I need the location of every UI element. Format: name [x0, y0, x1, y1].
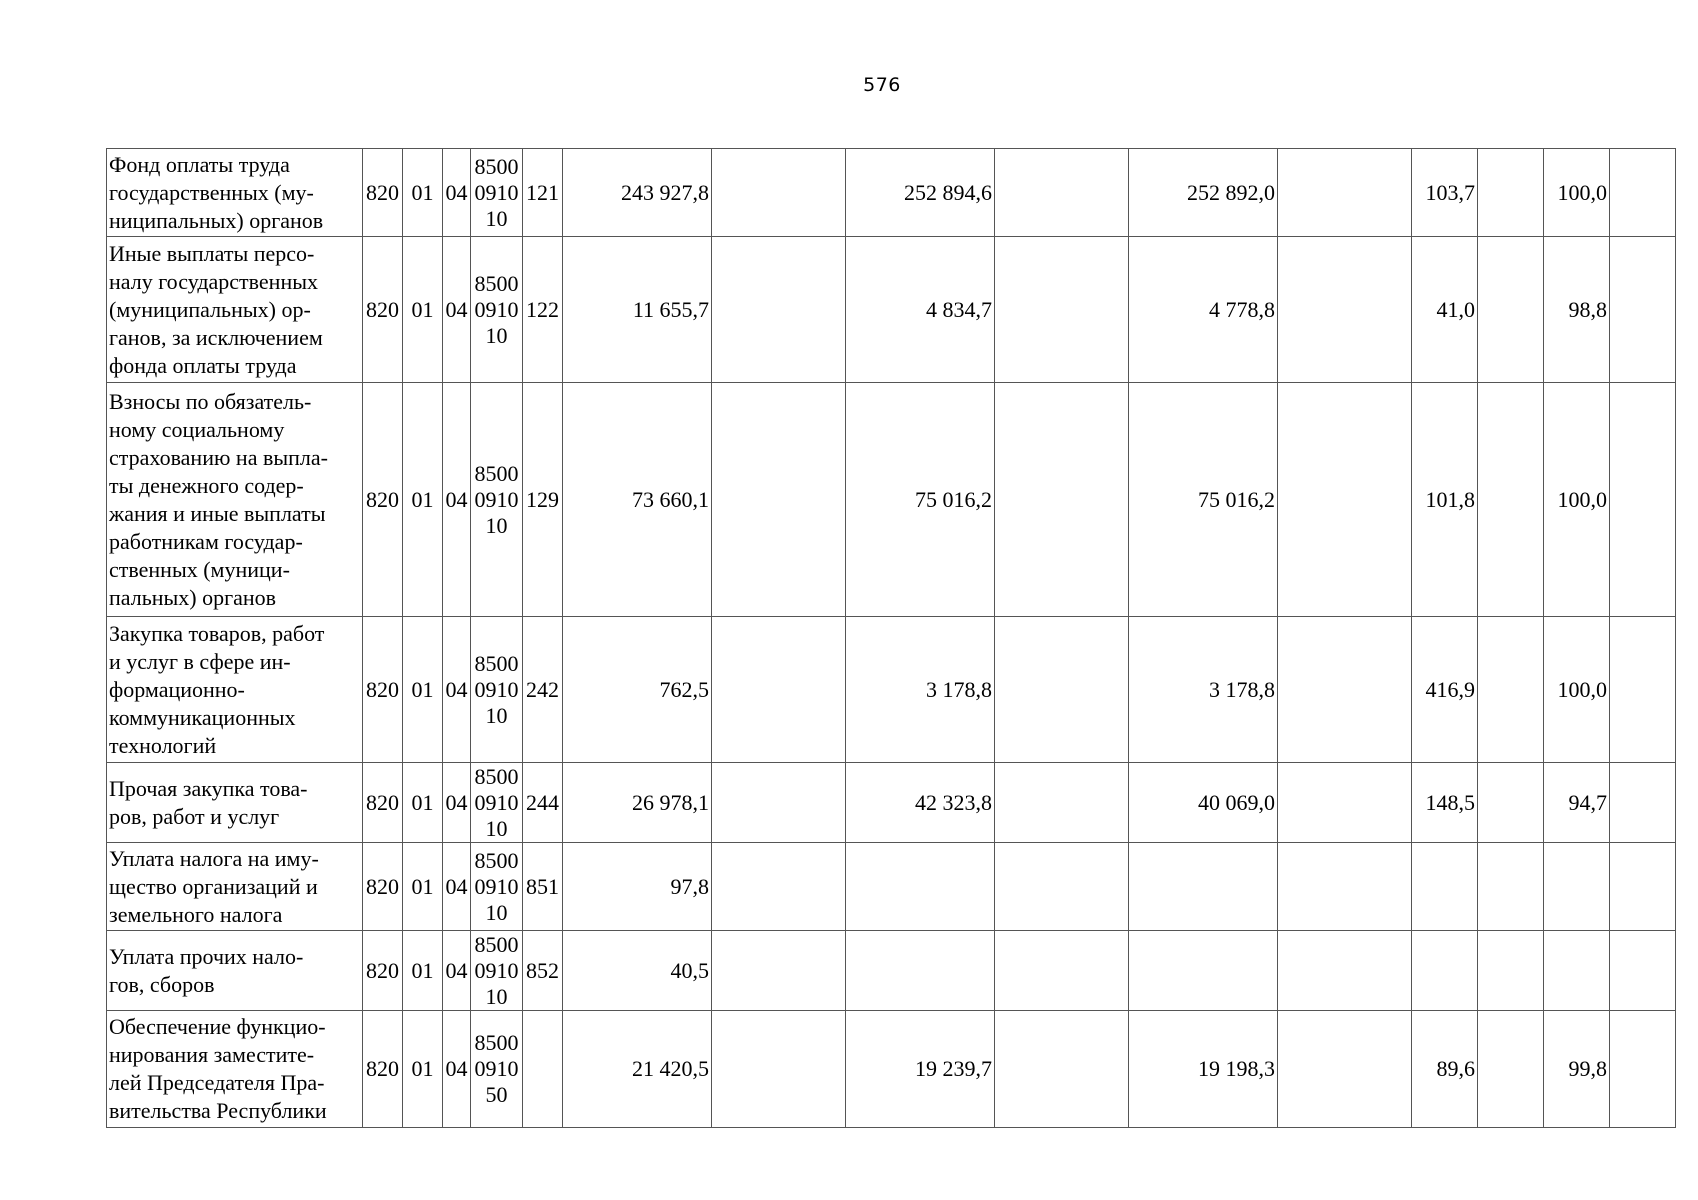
- table-row: [107, 763, 1676, 843]
- section-code-cell: 01: [403, 149, 443, 237]
- empty-cell: [1610, 617, 1676, 763]
- expense-type-cell: 121: [523, 149, 563, 237]
- expense-type-cell: 122: [523, 237, 563, 383]
- target-article-line: 10: [485, 512, 508, 538]
- expense-name-line: налу государственных: [109, 268, 319, 294]
- subsection-code-cell: 04: [443, 1011, 471, 1128]
- value-2-cell: 42 323,8: [846, 763, 995, 843]
- expense-name-line: коммуникационных: [109, 704, 296, 730]
- empty-cell: [712, 763, 846, 843]
- empty-cell: [995, 1011, 1129, 1128]
- target-article-cell: [471, 149, 523, 237]
- target-article-line: 0910: [474, 179, 519, 205]
- target-article-line: 10: [485, 983, 508, 1009]
- expense-name-line: страхованию на выпла-: [109, 444, 328, 470]
- empty-cell: [995, 843, 1129, 931]
- expense-name-cell: [107, 617, 363, 763]
- target-article-line: 10: [485, 899, 508, 925]
- expense-name-cell: [107, 931, 363, 1011]
- empty-cell: [712, 383, 846, 617]
- expense-name-cell: [107, 383, 363, 617]
- section-code-cell: 01: [403, 843, 443, 931]
- target-article-line: 8500: [474, 1030, 519, 1055]
- empty-cell: [1278, 149, 1412, 237]
- target-article-cell: [471, 763, 523, 843]
- expense-name-line: лей Председателя Пра-: [109, 1070, 325, 1095]
- empty-cell: [1610, 931, 1676, 1011]
- expense-name-cell: [107, 237, 363, 383]
- empty-cell: [1478, 1011, 1544, 1128]
- percent-2-cell: 99,8: [1544, 1011, 1610, 1128]
- empty-cell: [1478, 843, 1544, 931]
- expense-name-line: пальных) органов: [109, 584, 277, 610]
- expense-type-cell: 851: [523, 843, 563, 931]
- ministry-code-cell: 820: [363, 931, 403, 1011]
- expense-name-line: ты денежного содер-: [109, 472, 304, 498]
- expense-name-line: технологий: [109, 732, 217, 758]
- section-code-cell: 01: [403, 237, 443, 383]
- subsection-code-cell: 04: [443, 237, 471, 383]
- empty-cell: [995, 617, 1129, 763]
- empty-cell: [1478, 763, 1544, 843]
- expense-name-line: (муниципальных) ор-: [109, 296, 311, 322]
- ministry-code-cell: 820: [363, 617, 403, 763]
- table-row: [107, 931, 1676, 1011]
- empty-cell: [712, 237, 846, 383]
- empty-cell: [995, 237, 1129, 383]
- empty-cell: [1478, 149, 1544, 237]
- percent-1-cell: 89,6: [1412, 1011, 1478, 1128]
- ministry-code-cell: 820: [363, 1011, 403, 1128]
- target-article-line: 0910: [474, 676, 519, 702]
- empty-cell: [1278, 237, 1412, 383]
- value-1-cell: 243 927,8: [563, 149, 712, 237]
- empty-cell: [712, 1011, 846, 1128]
- percent-2-cell: 100,0: [1544, 149, 1610, 237]
- expense-name-line: гов, сборов: [109, 971, 215, 997]
- expense-name-line: и услуг в сфере ин-: [109, 648, 291, 674]
- expense-type-cell: 242: [523, 617, 563, 763]
- subsection-code-cell: 04: [443, 383, 471, 617]
- section-code-cell: 01: [403, 1011, 443, 1128]
- empty-cell: [712, 843, 846, 931]
- value-3-cell: 3 178,8: [1129, 617, 1278, 763]
- value-1-cell: 97,8: [563, 843, 712, 931]
- empty-cell: [1278, 763, 1412, 843]
- expense-name-cell: [107, 1011, 363, 1128]
- expense-name-cell: [107, 843, 363, 931]
- expense-name-line: ганов, за исключением: [109, 324, 323, 350]
- value-2-cell: [846, 843, 995, 931]
- target-article-line: 8500: [474, 763, 519, 789]
- target-article-line: 8500: [474, 460, 519, 486]
- section-code-cell: 01: [403, 617, 443, 763]
- target-article-cell: [471, 237, 523, 383]
- expense-name-line: земельного налога: [109, 901, 283, 927]
- empty-cell: [1278, 843, 1412, 931]
- target-article-cell: [471, 843, 523, 931]
- expense-name-line: ственных (муници-: [109, 556, 290, 582]
- value-1-cell: 26 978,1: [563, 763, 712, 843]
- target-article-line: 10: [485, 205, 508, 231]
- empty-cell: [995, 149, 1129, 237]
- target-article-cell: [471, 617, 523, 763]
- target-article-line: 8500: [474, 931, 519, 957]
- ministry-code-cell: 820: [363, 763, 403, 843]
- expense-name-line: Закупка товаров, работ: [109, 620, 325, 646]
- value-3-cell: 19 198,3: [1129, 1011, 1278, 1128]
- subsection-code-cell: 04: [443, 843, 471, 931]
- value-1-cell: 73 660,1: [563, 383, 712, 617]
- value-2-cell: [846, 931, 995, 1011]
- table-body: [107, 149, 1676, 1128]
- value-2-cell: 75 016,2: [846, 383, 995, 617]
- empty-cell: [1478, 931, 1544, 1011]
- empty-cell: [712, 149, 846, 237]
- expense-name-line: щество организаций и: [109, 873, 318, 899]
- value-1-cell: 762,5: [563, 617, 712, 763]
- percent-1-cell: 41,0: [1412, 237, 1478, 383]
- expense-name-line: Уплата прочих нало-: [109, 943, 304, 969]
- expense-name-line: Иные выплаты персо-: [109, 240, 315, 266]
- value-1-cell: 11 655,7: [563, 237, 712, 383]
- target-article-line: 0910: [474, 486, 519, 512]
- empty-cell: [1610, 149, 1676, 237]
- target-article-cell: [471, 1011, 523, 1128]
- target-article-line: 8500: [474, 650, 519, 676]
- expense-name-cell: [107, 763, 363, 843]
- value-1-cell: 40,5: [563, 931, 712, 1011]
- empty-cell: [1610, 383, 1676, 617]
- expense-name-line: Уплата налога на иму-: [109, 845, 319, 871]
- expense-name-line: ниципальных) органов: [109, 207, 324, 233]
- percent-2-cell: 98,8: [1544, 237, 1610, 383]
- subsection-code-cell: 04: [443, 931, 471, 1011]
- expense-name-line: Обеспечение функцио-: [109, 1014, 326, 1039]
- percent-2-cell: 100,0: [1544, 617, 1610, 763]
- expense-type-cell: 244: [523, 763, 563, 843]
- value-3-cell: [1129, 931, 1278, 1011]
- percent-1-cell: [1412, 843, 1478, 931]
- value-2-cell: 252 894,6: [846, 149, 995, 237]
- expense-name-line: Прочая закупка това-: [109, 775, 308, 801]
- target-article-line: 50: [485, 1082, 508, 1107]
- table-row: [107, 843, 1676, 931]
- empty-cell: [1478, 237, 1544, 383]
- target-article-line: 8500: [474, 847, 519, 873]
- empty-cell: [1278, 383, 1412, 617]
- target-article-line: 10: [485, 815, 508, 841]
- expense-name-cell: [107, 149, 363, 237]
- value-2-cell: 4 834,7: [846, 237, 995, 383]
- empty-cell: [1610, 1011, 1676, 1128]
- table-row: [107, 237, 1676, 383]
- subsection-code-cell: 04: [443, 617, 471, 763]
- empty-cell: [1278, 617, 1412, 763]
- target-article-line: 8500: [474, 270, 519, 296]
- value-2-cell: 3 178,8: [846, 617, 995, 763]
- budget-table: [106, 148, 1676, 1128]
- section-code-cell: 01: [403, 931, 443, 1011]
- expense-name-line: нирования заместите-: [109, 1042, 315, 1067]
- empty-cell: [995, 763, 1129, 843]
- target-article-line: 0910: [474, 957, 519, 983]
- expense-name-line: ному социальному: [109, 416, 285, 442]
- empty-cell: [1478, 383, 1544, 617]
- section-code-cell: 01: [403, 383, 443, 617]
- target-article-line: 0910: [474, 789, 519, 815]
- subsection-code-cell: 04: [443, 149, 471, 237]
- ministry-code-cell: 820: [363, 149, 403, 237]
- table-row: [107, 383, 1676, 617]
- table-row: [107, 149, 1676, 237]
- target-article-cell: [471, 931, 523, 1011]
- value-1-cell: 21 420,5: [563, 1011, 712, 1128]
- expense-name-line: государственных (му-: [109, 179, 314, 205]
- percent-1-cell: 148,5: [1412, 763, 1478, 843]
- expense-type-cell: [523, 1011, 563, 1128]
- percent-2-cell: 94,7: [1544, 763, 1610, 843]
- percent-2-cell: 100,0: [1544, 383, 1610, 617]
- value-2-cell: 19 239,7: [846, 1011, 995, 1128]
- target-article-line: 8500: [474, 153, 519, 179]
- percent-1-cell: [1412, 931, 1478, 1011]
- subsection-code-cell: 04: [443, 763, 471, 843]
- percent-2-cell: [1544, 931, 1610, 1011]
- ministry-code-cell: 820: [363, 843, 403, 931]
- value-3-cell: [1129, 843, 1278, 931]
- empty-cell: [712, 617, 846, 763]
- expense-name-line: ров, работ и услуг: [109, 803, 280, 829]
- ministry-code-cell: 820: [363, 237, 403, 383]
- table-row: [107, 1011, 1676, 1128]
- empty-cell: [1610, 763, 1676, 843]
- target-article-line: 0910: [474, 1056, 519, 1081]
- table-row: [107, 617, 1676, 763]
- section-code-cell: 01: [403, 763, 443, 843]
- expense-name-line: формационно-: [109, 676, 245, 702]
- empty-cell: [1610, 237, 1676, 383]
- expense-name-line: вительства Республики: [109, 1098, 327, 1123]
- expense-name-line: жания и иные выплаты: [109, 500, 326, 526]
- empty-cell: [995, 931, 1129, 1011]
- expense-name-line: Фонд оплаты труда: [109, 151, 290, 177]
- percent-1-cell: 101,8: [1412, 383, 1478, 617]
- percent-1-cell: 416,9: [1412, 617, 1478, 763]
- target-article-line: 0910: [474, 873, 519, 899]
- target-article-line: 0910: [474, 296, 519, 322]
- percent-1-cell: 103,7: [1412, 149, 1478, 237]
- expense-name-line: Взносы по обязатель-: [109, 388, 312, 414]
- empty-cell: [1478, 617, 1544, 763]
- page-number: 576: [863, 74, 901, 96]
- empty-cell: [995, 383, 1129, 617]
- empty-cell: [1278, 1011, 1412, 1128]
- percent-2-cell: [1544, 843, 1610, 931]
- expense-name-line: работникам государ-: [109, 528, 303, 554]
- value-3-cell: 252 892,0: [1129, 149, 1278, 237]
- empty-cell: [1278, 931, 1412, 1011]
- expense-name-line: фонда оплаты труда: [109, 352, 297, 378]
- value-3-cell: 4 778,8: [1129, 237, 1278, 383]
- target-article-line: 10: [485, 702, 508, 728]
- value-3-cell: 75 016,2: [1129, 383, 1278, 617]
- target-article-line: 10: [485, 322, 508, 348]
- value-3-cell: 40 069,0: [1129, 763, 1278, 843]
- empty-cell: [1610, 843, 1676, 931]
- expense-type-cell: 129: [523, 383, 563, 617]
- ministry-code-cell: 820: [363, 383, 403, 617]
- target-article-cell: [471, 383, 523, 617]
- empty-cell: [712, 931, 846, 1011]
- expense-type-cell: 852: [523, 931, 563, 1011]
